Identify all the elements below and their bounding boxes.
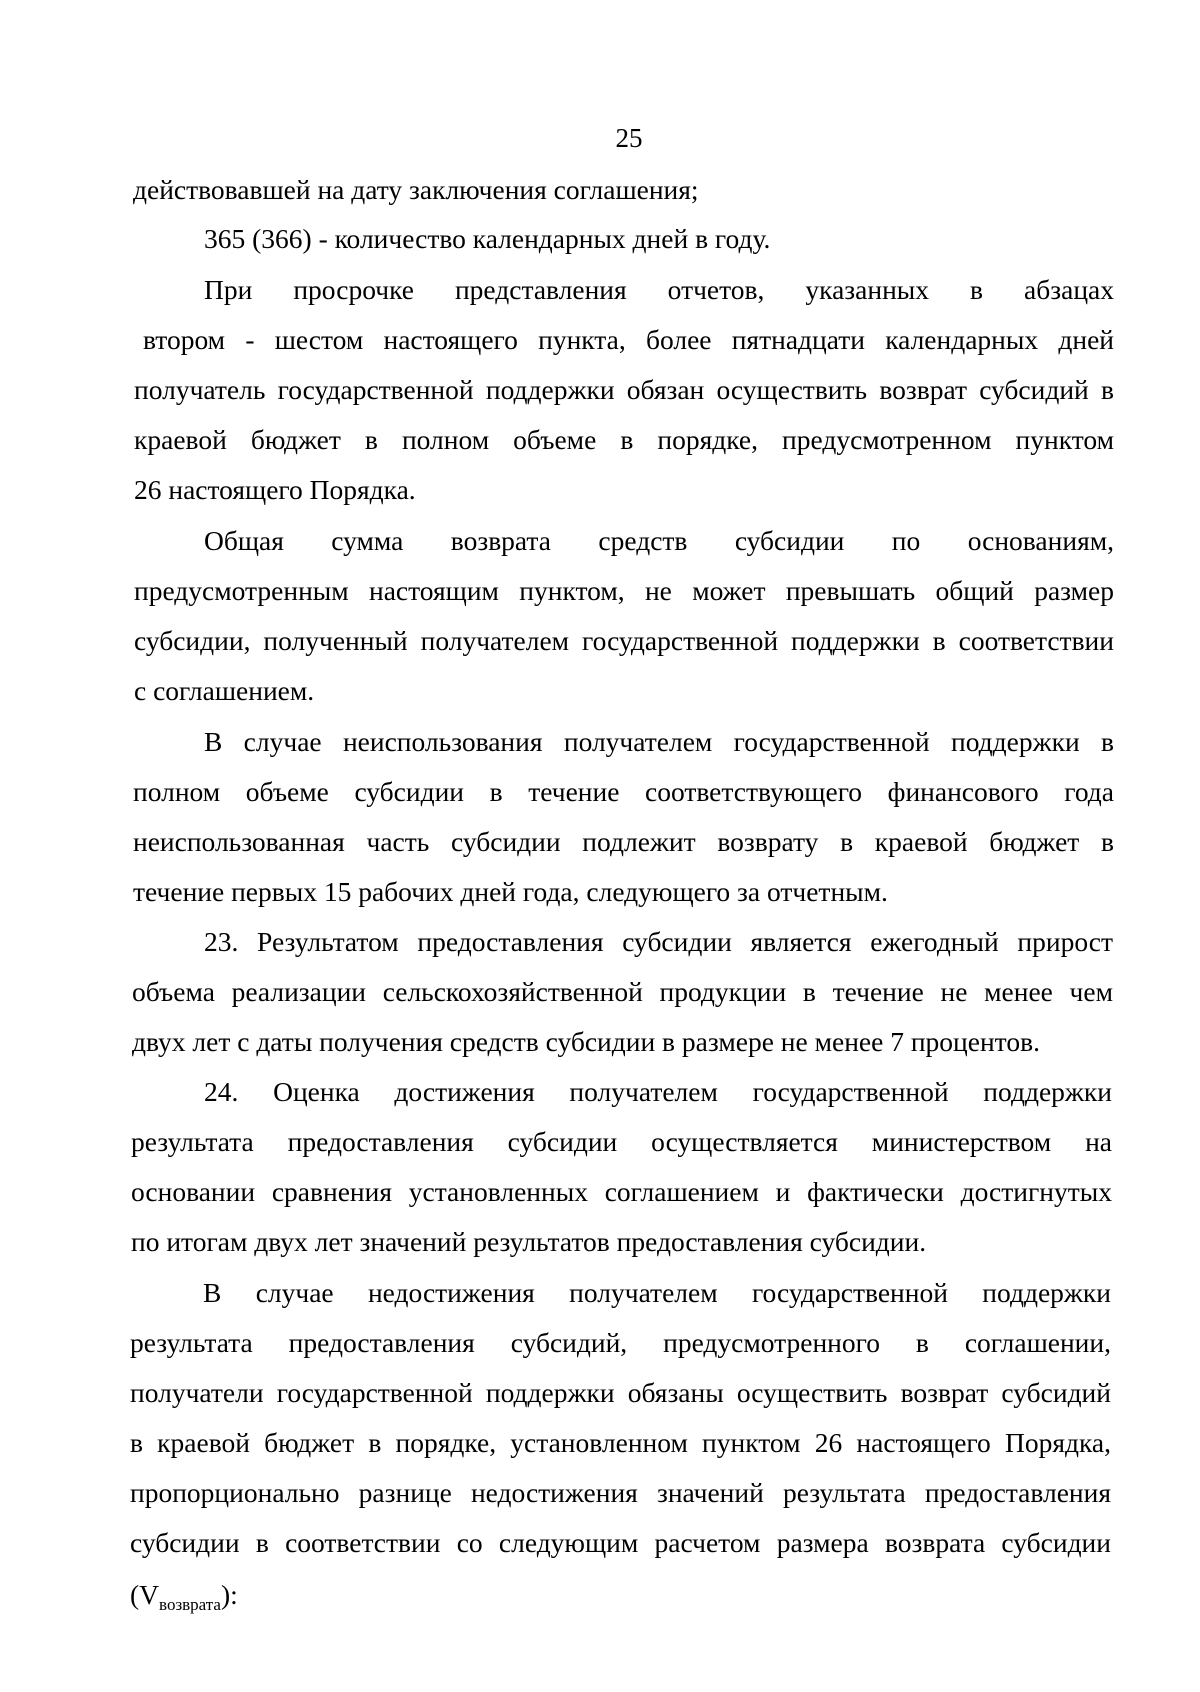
text-line: Общая сумма возврата средств субсидии по основаниям, <box>204 525 1114 556</box>
text-line: втором - шестом настоящего пункта, более пятнадцати календарных дней <box>143 324 1114 355</box>
text-line: В случае недостижения получателем государственной поддержки <box>203 1277 1111 1308</box>
text-line: результата предоставления субсидий, предусмотренного в соглашении, <box>130 1327 1111 1358</box>
text-line: действовавшей на дату заключения соглашения; <box>133 174 699 205</box>
text-line: субсидии в соответствии со следующим расчетом размера возврата субсидии <box>130 1527 1111 1558</box>
text-line: получатели государственной поддержки обязаны осуществить возврат субсидий <box>130 1377 1111 1408</box>
text-line: в краевой бюджет в порядке, установленном пунктом 26 настоящего Порядка, <box>130 1427 1111 1458</box>
text-line: получатель государственной поддержки обязан осуществить возврат субсидий в <box>134 374 1114 405</box>
text-line: При просрочке представления отчетов, указанных в абзацах <box>204 274 1114 305</box>
text-line: течение первых 15 рабочих дней года, следующего за отчетным. <box>133 876 888 907</box>
text-line: В случае неиспользования получателем государственной поддержки в <box>204 726 1114 757</box>
text-line: предусмотренным настоящим пунктом, не может превышать общий размер <box>134 575 1114 606</box>
formula-subscript: возврата <box>159 1595 221 1614</box>
text-line: по итогам двух лет значений результатов предоставления субсидии. <box>131 1226 927 1257</box>
text-line: 23. Результатом предоставления субсидии является ежегодный прирост <box>204 926 1113 957</box>
text-line: с соглашением. <box>134 675 315 706</box>
text-line: 365 (366) - количество календарных дней в году. <box>204 223 771 254</box>
text-line: неиспользованная часть субсидии подлежит возврату в краевой бюджет в <box>133 826 1114 857</box>
formula-open: (V <box>130 1579 160 1610</box>
formula-close: ): <box>220 1579 238 1610</box>
text-line: субсидии, полученный получателем государственной поддержки в соответствии <box>134 625 1114 656</box>
text-line: результата предоставления субсидии осуществляется министерством на <box>131 1126 1112 1157</box>
text-line: двух лет с даты получения средств субсидии в размере не менее 7 процентов. <box>132 1026 1040 1057</box>
page-number: 25 <box>615 123 643 153</box>
text-line: пропорционально разнице недостижения значений результата предоставления <box>130 1477 1111 1508</box>
text-line: полном объеме субсидии в течение соответствующего финансового года <box>133 776 1114 807</box>
text-line: 24. Оценка достижения получателем государственной поддержки <box>204 1076 1112 1107</box>
text-line: 26 настоящего Порядка. <box>134 474 416 505</box>
text-line: краевой бюджет в полном объеме в порядке, предусмотренном пунктом <box>134 424 1114 455</box>
formula-label <box>130 1577 238 1613</box>
text-line: основании сравнения установленных соглашением и фактически достигнутых <box>131 1176 1112 1207</box>
text-line: объема реализации сельскохозяйственной продукции в течение не менее чем <box>132 976 1113 1007</box>
